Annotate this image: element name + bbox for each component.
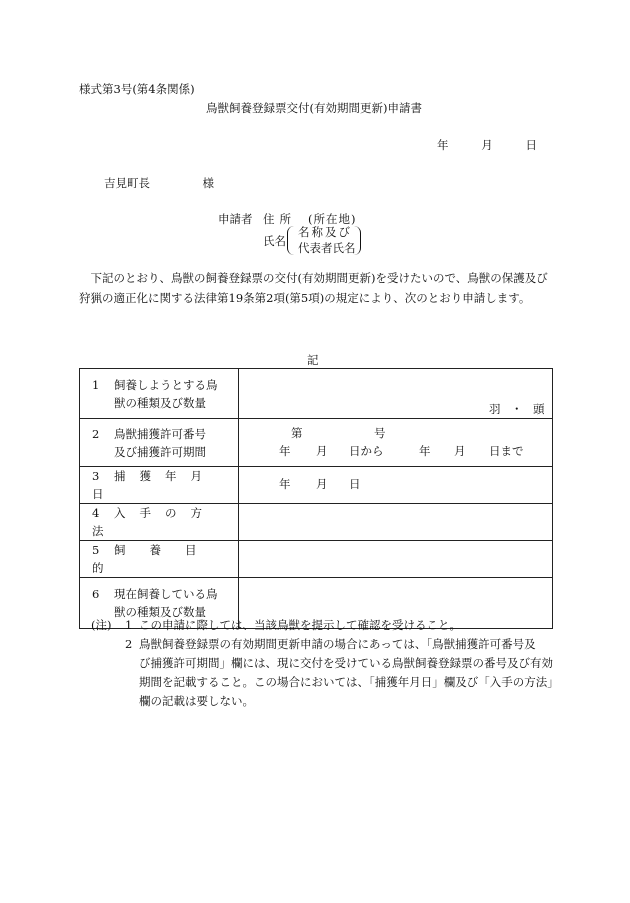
row-label-line2: 獣の種類及び数量	[114, 395, 206, 410]
row-label-line2: 及び捕獲許可期間	[114, 444, 206, 459]
note-number: 1	[125, 618, 133, 632]
table-row	[80, 541, 553, 578]
species-quantity-field[interactable]	[239, 369, 553, 419]
notes-section	[91, 616, 559, 711]
row-label-text: 捕獲年月日	[92, 469, 216, 501]
row-label	[80, 504, 239, 541]
notes-prefix: (注)	[91, 618, 112, 632]
addressee	[104, 175, 214, 191]
row-number: 1	[92, 377, 100, 392]
name-label: 氏名	[263, 234, 286, 248]
date-month: 月	[481, 138, 493, 152]
row-label	[80, 369, 239, 419]
from-month: 月	[316, 444, 328, 458]
document-title: 鳥獣飼養登録票交付(有効期間更新)申請書	[206, 101, 422, 115]
row-label-line2: 獣の種類及び数量	[114, 605, 206, 619]
permit-number-period-field[interactable]	[239, 419, 553, 467]
capture-date-field[interactable]	[239, 467, 553, 504]
row-number: 2	[92, 426, 100, 441]
name-sublabel-2: 代表者氏名	[298, 241, 356, 255]
row-label-line1: 鳥獣捕獲許可番号	[114, 426, 206, 441]
record-label: 記	[307, 353, 319, 367]
row-label-line1: 現在飼養している鳥	[114, 587, 218, 601]
note-2-line1: 鳥獣飼養登録票の有効期間更新申請の場合にあっては、「鳥獣捕獲許可番号及	[139, 637, 536, 651]
date-day: 日	[525, 138, 537, 152]
row-number: 5	[92, 543, 100, 557]
from-day: 日から	[349, 444, 384, 458]
table-row	[80, 369, 553, 419]
unit-birds: 羽	[489, 402, 501, 416]
note-2-line2: び捕獲許可期間」欄には、現に交付を受けている鳥獣飼養登録票の番号及び有効	[139, 656, 553, 670]
form-number: 様式第3号(第4条関係)	[79, 82, 195, 96]
permit-go: 号	[374, 426, 386, 440]
capture-year: 年	[279, 477, 291, 491]
date-line	[437, 137, 537, 153]
unit-heads: 頭	[533, 402, 545, 416]
until-month: 月	[454, 444, 466, 458]
row-number: 3	[92, 469, 100, 483]
address-label: 住所	[263, 212, 296, 226]
note-2-line3: 期間を記載すること。この場合においては、「捕獲年月日」欄及び「入手の方法」	[139, 675, 559, 689]
table-row	[80, 504, 553, 541]
note-1: この申請に際しては、当該鳥獣を提示して確認を受けること。	[139, 618, 461, 632]
unit-separator: ・	[511, 402, 523, 416]
applicant-label: 申請者	[218, 212, 253, 226]
name-sublabel-1: 名称及び	[298, 225, 352, 239]
table-row	[80, 467, 553, 504]
until-day: 日まで	[489, 444, 524, 458]
table-row	[80, 419, 553, 467]
permit-dai: 第	[291, 426, 303, 440]
row-label	[80, 419, 239, 467]
acquisition-method-field[interactable]	[239, 504, 553, 541]
note-2-line4: 欄の記載は要しない。	[139, 694, 254, 708]
row-label	[80, 467, 239, 504]
row-label-text: 入手の方法	[92, 506, 216, 538]
address-sublabel: (所在地)	[308, 212, 357, 226]
row-label-line1: 飼養しようとする鳥	[114, 377, 218, 392]
addressee-honorific: 様	[202, 176, 214, 190]
body-paragraph: 下記のとおり、鳥獣の飼養登録票の交付(有効期間更新)を受けたいので、鳥獣の保護及び狩猟の適正化に関する法律第19条第2項(第5項)の規定により、次のとおり申請します。	[79, 271, 548, 305]
date-year: 年	[437, 138, 449, 152]
row-label-text: 飼養目的	[92, 543, 221, 575]
until-year: 年	[419, 444, 431, 458]
capture-month: 月	[316, 477, 328, 491]
from-year: 年	[279, 444, 291, 458]
row-number: 4	[92, 506, 100, 520]
note-number: 2	[125, 637, 133, 651]
row-label	[80, 541, 239, 578]
addressee-name: 吉見町長	[104, 176, 150, 190]
application-table	[79, 368, 553, 629]
purpose-field[interactable]	[239, 541, 553, 578]
capture-day: 日	[349, 477, 361, 491]
row-number: 6	[92, 587, 100, 601]
